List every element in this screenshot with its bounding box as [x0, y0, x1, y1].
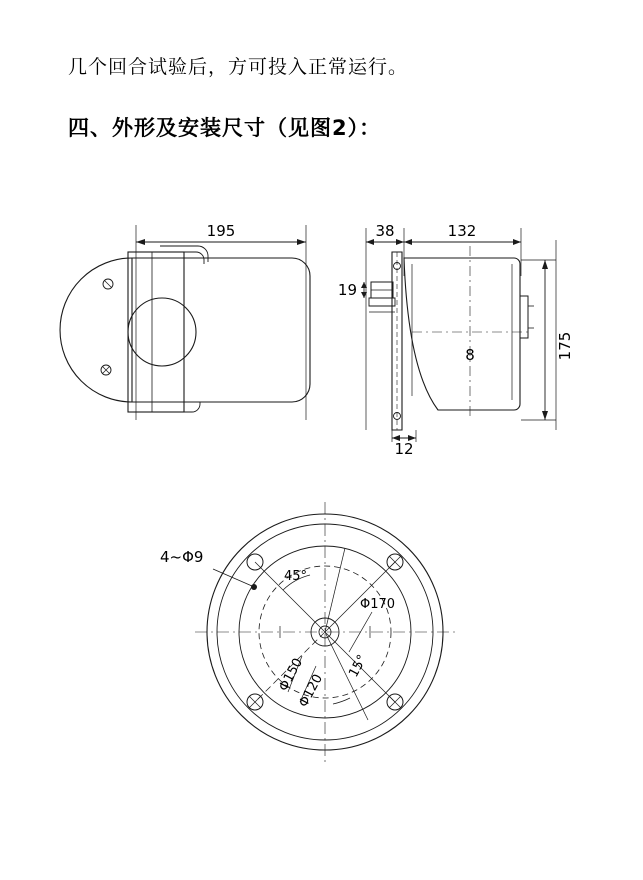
dim-circle-150: Φ150: [276, 655, 306, 694]
body-paragraph: 几个回合试验后，方可投入正常运行。: [68, 56, 409, 78]
side-view: [361, 228, 556, 442]
dim-bolt-circle-170: Φ170: [360, 597, 396, 612]
dim-base-12: 12: [394, 440, 414, 458]
dim-height-175: 175: [556, 331, 574, 361]
dim-body-132: 132: [447, 222, 477, 240]
dim-flange-19: 19: [337, 281, 357, 299]
dim-inner-8: 8: [465, 346, 475, 364]
front-view: [60, 225, 310, 420]
dim-angle-15: 15°: [346, 652, 371, 680]
mounting-plate-view: [195, 502, 455, 762]
drawing-svg: [0, 180, 643, 780]
dim-holes-4xD9: 4~Φ9: [160, 548, 204, 566]
dim-circle-120: Φ120: [296, 671, 326, 710]
section-heading: 四、外形及安装尺寸（见图2）：: [68, 116, 382, 140]
dim-angle-45: 45°: [284, 569, 308, 584]
dim-depth-38: 38: [375, 222, 395, 240]
technical-drawing: [0, 180, 643, 780]
dim-width-195: 195: [206, 222, 236, 240]
